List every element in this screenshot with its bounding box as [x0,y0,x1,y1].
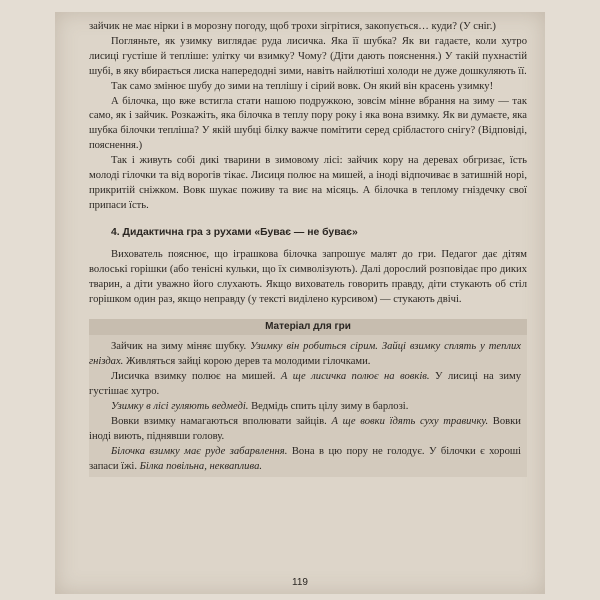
book-page [55,12,545,594]
game-statement: Зайчик на зиму міняє шубку. Узимку він робиться сірим. Зайці взимку сплять у теплих гніздах. Живляться зайці корою дерев та молодими гілочками. [89,341,521,368]
paragraph: Погляньте, як узимку виглядає руда лисичка. Яка її шубка? Як ви гадаєте, коли хутро лисиці густіше й тепліше: улітку чи взимку? Чому? (Діти дають пояснення.) У такій пухнастій шубі, в яку вбирається лиска напередодні зими, навіть найлютіші холоди не дуже дошкуляють її. [89,35,527,77]
text-column [89,20,527,483]
paragraph: Так само змінює шубу до зими на теплішу і сірий вовк. Он який він красень узимку! [111,80,494,92]
page-number: 119 [292,577,308,588]
game-statement: Білочка взимку має руде забарвлення. Вона в цю пору не голодує. У білочки є хороші запаси їжі. Білка повільна, неквапливa. [89,445,521,472]
box-title: Матеріал для гри [89,319,527,335]
paragraph: А білочка, що вже встигла стати нашою подружкою, зовсім мінне вбрання на зиму — так само, як і зайчик. Розкажіть, яка білочка в теплу пору року і яка вона взимку. Як ви думаєте, яка шубка білочки тепліша? У якій шубці білку важче помітити серед срібластого снігу? (Відповіді, пояснення.) [89,95,527,152]
section-heading: 4. Дидактична гра з рухами «Буває — не буває» [111,226,358,238]
paragraph: Вихователь пояснює, що іграшкова білочка запрошує малят до гри. Педагог дає дітям волоські горішки (або тенісні кульки, що їх символізують). Далі дорослий розповідає про диких тварин, а діти уважно його слухають. Якщо вихователь говорить правду, діти стукають об стіл горішком один раз, якщо неправду (у тексті виділено курсивом) — стукають двічі. [89,248,527,305]
game-statement: Вовки взимку намагаються вполювати зайців. А ще вовки їдять суху травичку. Вовки іноді виють, піднявши голову. [89,415,521,442]
paragraph: зайчик не має нірки і в морозну погоду, щоб трохи зігрітися, закопується… куди? (У сніг.) [89,21,496,32]
paragraph: Так і живуть собі дикі тварини в зимовому лісі: зайчик кору на деревах обгризає, їсть молоді гілочки та від ворогів тікає. Лисиця полює на мишей, а іноді відпочиває в затишній норі, прикритій сніжком. Вовк шукає поживу та виє на місяць. А білочка в теплому гніздечку свої припаси їсть. [89,155,527,211]
game-statement: Узимку в лісі гуляють ведмеді. Ведмідь спить цілу зиму в барлозі. [111,401,409,413]
game-material-box [89,319,527,476]
game-statement: Лисичка взимку полює на мишей. А ще лисичка полює на вовків. У лисиці на зиму густішає хутро. [89,371,521,398]
